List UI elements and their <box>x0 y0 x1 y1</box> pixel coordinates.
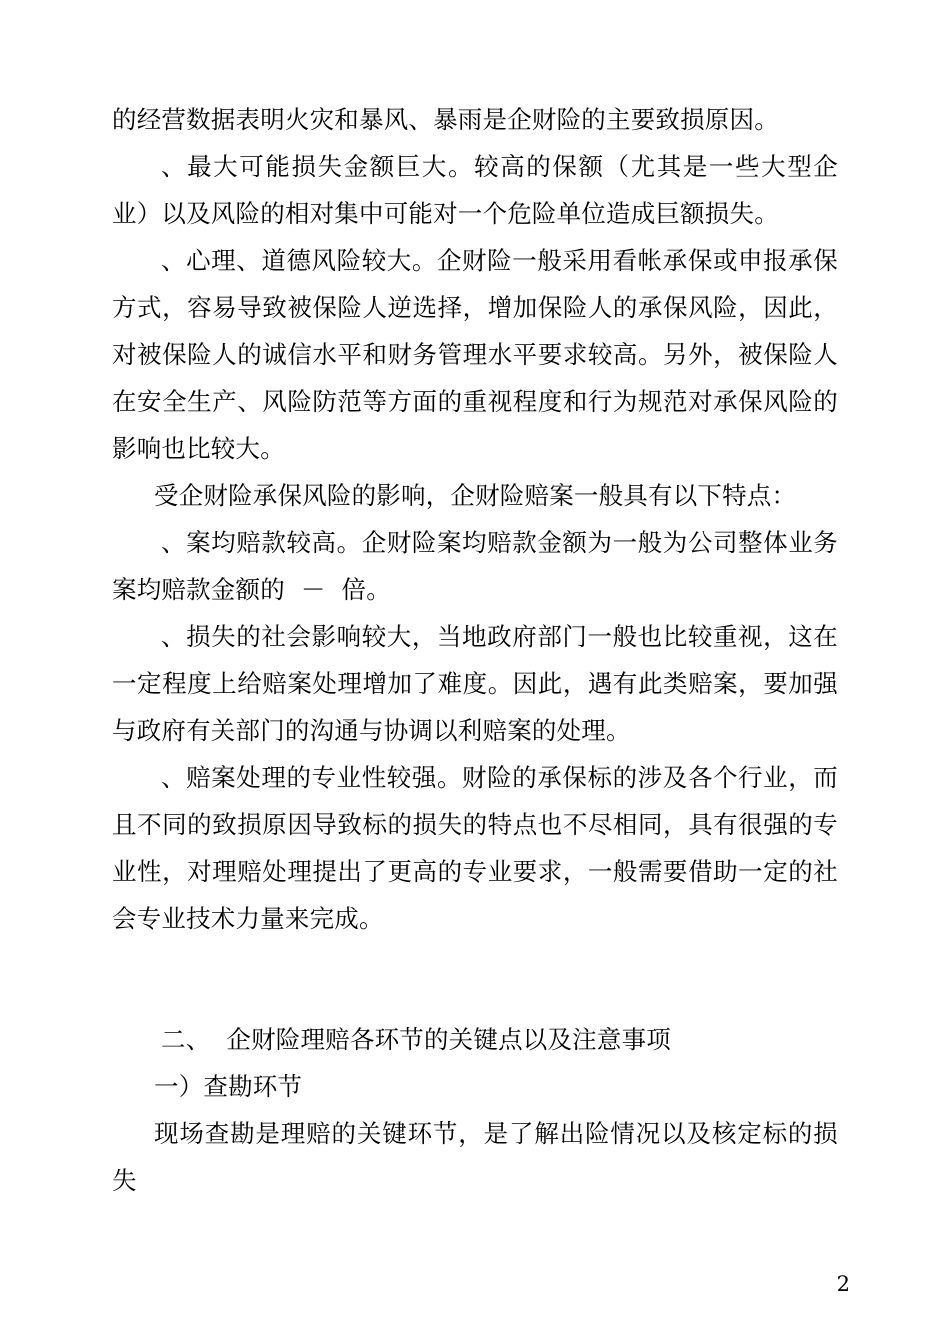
section-spacer <box>112 942 838 1016</box>
paragraph-4: 受企财险承保风险的影响，企财险赔案一般具有以下特点： <box>154 481 797 510</box>
paragraph-10: 现场查勘是理赔的关键环节，是了解出险情况以及核定标的损失 <box>112 1119 838 1195</box>
paragraph-7: 、赔案处理的专业性较强。财险的承保标的涉及各个行业，而且不同的致损原因导致标的损失的特点也不尽相同，具有很强的专业性，对理赔处理提出了更高的专业要求，一般需要借助一定的社会专业技术力量来完成。 <box>112 763 838 933</box>
paragraph-5: 、案均赔款较高。企财险案均赔款金额为一般为公司整体业务案均赔款金额的 － 倍。 <box>112 528 838 604</box>
paragraph-3: 、心理、道德风险较大。企财险一般采用看帐承保或申报承保方式，容易导致被保险人逆选择，增加保险人的承保风险，因此，对被保险人的诚信水平和财务管理水平要求较高。另外，被保险人在安全生产、风险防范等方面的重视程度和行为规范对承保风险的影响也比较大。 <box>112 246 838 463</box>
paragraph-1: 的经营数据表明火灾和暴风、暴雨是企财险的主要致损原因。 <box>112 105 779 134</box>
page-number: 2 <box>836 1272 850 1296</box>
heading-section-two: 二、 企财险理赔各环节的关键点以及注意事项 <box>161 1025 671 1054</box>
heading-subsection-one: 一）查勘环节 <box>154 1072 303 1101</box>
paragraph-2: 、最大可能损失金额巨大。较高的保额（尤其是一些大型企业）以及风险的相对集中可能对一个危险单位造成巨额损失。 <box>112 152 838 228</box>
document-body <box>112 96 838 1204</box>
paragraph-6: 、损失的社会影响较大，当地政府部门一般也比较重视，这在一定程度上给赔案处理增加了难度。因此，遇有此类赔案，要加强与政府有关部门的沟通与协调以利赔案的处理。 <box>112 622 838 745</box>
